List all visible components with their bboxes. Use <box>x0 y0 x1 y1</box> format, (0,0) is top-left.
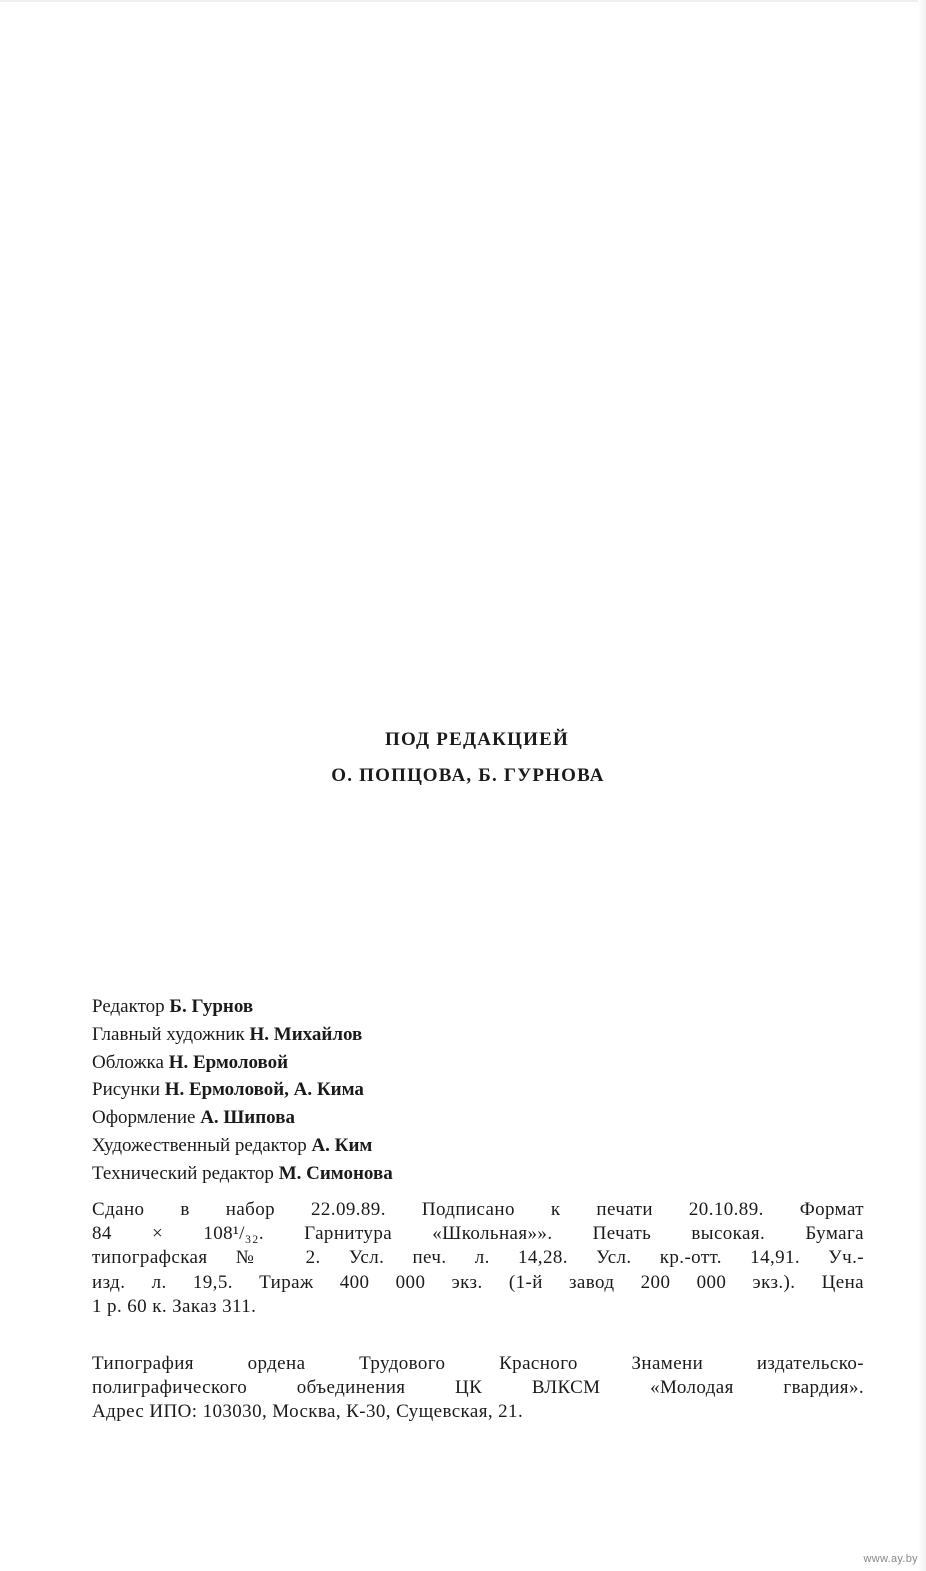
credit-row-art-editor <box>92 1132 872 1160</box>
credit-row-editor <box>92 993 872 1021</box>
credit-name: Н. Ермоловой, А. Кима <box>164 1079 364 1101</box>
credit-role: Обложка <box>92 1051 164 1073</box>
credit-row-illustrations <box>92 1076 872 1104</box>
credit-role: Художественный редактор <box>92 1134 307 1156</box>
page-top-edge <box>0 0 926 2</box>
credits-list <box>92 993 872 1188</box>
publication-line: типографская № 2. Усл. печ. л. 14,28. Усл. кр.-отт. 14,91. Уч.- <box>92 1247 864 1269</box>
credit-name: Н. Михайлов <box>249 1023 363 1045</box>
credit-row-cover <box>92 1049 872 1077</box>
credit-name: М. Симонова <box>278 1162 393 1184</box>
publication-details <box>92 1198 864 1319</box>
credit-role: Главный художник <box>92 1023 245 1045</box>
printer-details <box>92 1352 864 1425</box>
credit-role: Оформление <box>92 1107 196 1129</box>
credit-row-tech-editor <box>92 1160 872 1188</box>
publication-line: Сдано в набор 22.09.89. Подписано к печати 20.10.89. Формат <box>92 1199 864 1220</box>
editorship-names: О. ПОПЦОВА, Б. ГУРНОВА <box>331 765 605 786</box>
printer-line: полиграфического объединения ЦК ВЛКСМ «Молодая гвардия». <box>92 1377 864 1399</box>
credit-name: Б. Гурнов <box>169 996 254 1017</box>
printer-line: Типография ордена Трудового Красного Знамени издательско- <box>92 1353 864 1374</box>
credit-role: Технический редактор <box>92 1162 274 1184</box>
publication-line: 1 р. 60 к. Заказ 311. <box>92 1295 257 1317</box>
credit-role: Редактор <box>92 996 165 1017</box>
printer-line: Адрес ИПО: 103030, Москва, К-30, Сущевская, 21. <box>92 1401 524 1423</box>
credit-name: Н. Ермоловой <box>168 1051 289 1073</box>
credit-row-design <box>92 1104 872 1132</box>
editorship-block <box>0 722 926 794</box>
publication-line: 84 × 108¹/₃₂. Гарнитура «Школьная»». Печать высокая. Бумага <box>92 1223 864 1245</box>
credit-role: Рисунки <box>92 1079 160 1101</box>
editorship-heading: ПОД РЕДАКЦИЕЙ <box>385 729 569 750</box>
credit-name: А. Шипова <box>200 1107 295 1129</box>
credit-name: А. Ким <box>311 1134 373 1156</box>
credit-row-chief-artist <box>92 1021 872 1049</box>
watermark: www.ay.by <box>863 1553 918 1565</box>
publication-line: изд. л. 19,5. Тираж 400 000 экз. (1-й завод 200 000 экз.). Цена <box>92 1271 864 1293</box>
